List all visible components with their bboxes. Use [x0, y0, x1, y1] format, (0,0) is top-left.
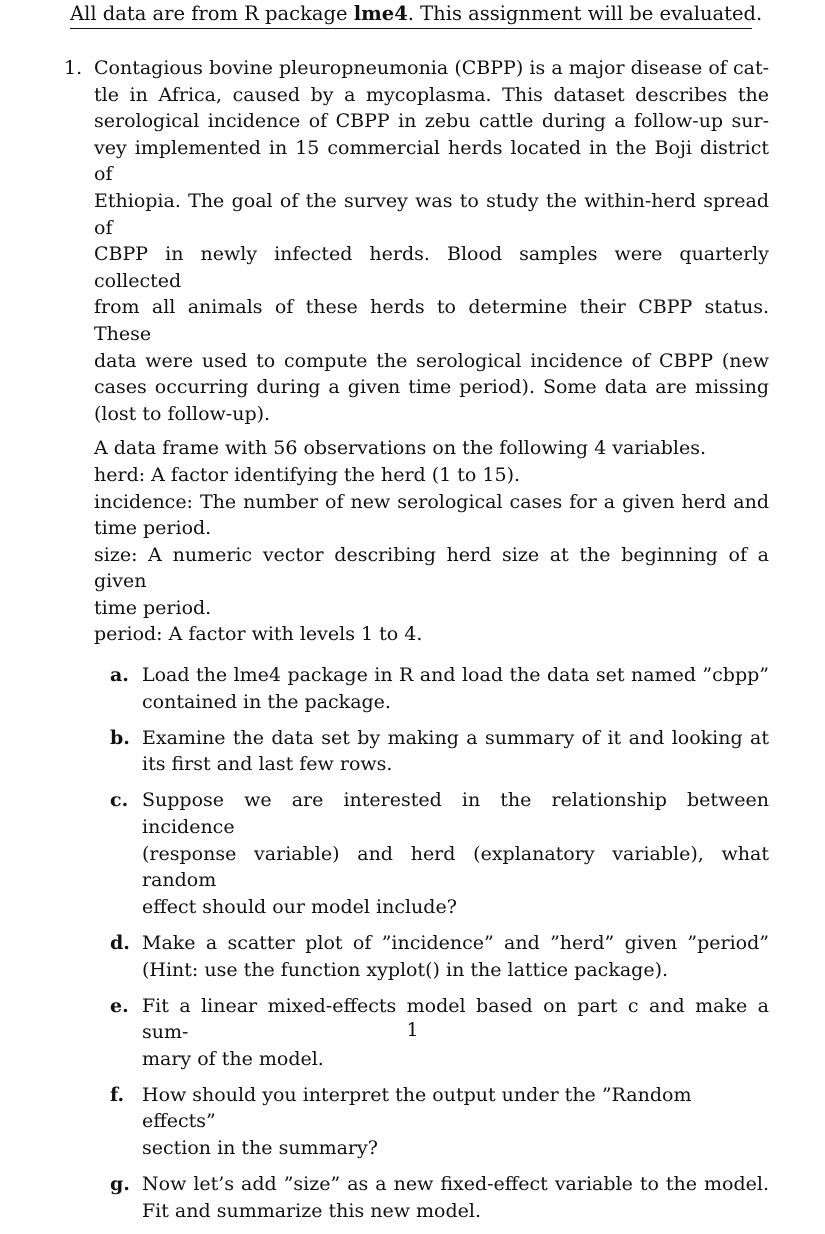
subquestion-line: Suppose we are interested in the relationship between incidence [142, 789, 769, 839]
subquestion-line: mary of the model. [142, 1047, 324, 1070]
intro-line: from all animals of these herds to determine their CBPP status. These [94, 296, 769, 345]
desc-line: time period. [94, 596, 212, 619]
subquestion-f [64, 1082, 769, 1162]
subquestion-line: (Hint: use the function xyplot() in the lattice package). [142, 958, 669, 981]
desc-line-incidence: incidence: The number of new serological cases for a given herd and [94, 490, 769, 513]
subquestion-label: f. [110, 1083, 125, 1106]
subquestion-label: d. [110, 931, 130, 954]
subquestion-a [64, 662, 769, 715]
desc-line-period: period: A factor with levels 1 to 4. [94, 623, 423, 646]
subquestion-line: Fit and summarize this new model. [142, 1199, 482, 1222]
subquestion-label: c. [110, 789, 129, 812]
problem-intro [94, 55, 769, 427]
problem-1 [64, 55, 769, 1234]
subquestion-line: its first and last few rows. [142, 753, 393, 776]
subquestion-label: g. [110, 1173, 130, 1196]
desc-line: A data frame with 56 observations on the following 4 variables. [94, 437, 707, 460]
intro-line: CBPP in newly infected herds. Blood samples were quarterly collected [94, 243, 769, 292]
intro-line: data were used to compute the serological incidence of CBPP (new [94, 349, 769, 372]
subquestion-g [64, 1171, 769, 1224]
desc-line: time period. [94, 517, 212, 540]
intro-line: vey implemented in 15 commercial herds located in the Boji district of [94, 136, 769, 186]
desc-line-size: size: A numeric vector describing herd size at the beginning of a given [94, 543, 769, 593]
intro-line: Ethiopia. The goal of the survey was to study the within-herd spread of [94, 189, 769, 239]
subquestion-d [64, 930, 769, 983]
intro-line: (lost to follow-up). [94, 402, 271, 425]
subquestion-b [64, 725, 769, 778]
header-prefix: All data are from R package [70, 2, 354, 25]
subquestion-label: a. [110, 664, 129, 687]
subquestion-label: b. [110, 726, 130, 749]
desc-line-herd: herd: A factor identifying the herd (1 to 15). [94, 463, 521, 486]
subquestion-line: effect should our model include? [142, 895, 457, 918]
subquestion-line: Load the lme4 package in R and load the data set named ”cbpp” [142, 664, 769, 687]
page-header [70, 2, 763, 29]
problem-number: 1. [64, 57, 83, 79]
subquestion-line: section in the summary? [142, 1137, 378, 1160]
dataset-description [94, 435, 769, 648]
subquestion-label: e. [110, 994, 129, 1017]
subquestion-line: contained in the package. [142, 690, 391, 713]
subquestion-line: Fit a linear mixed-effects model based on part c and make a sum- [142, 994, 769, 1044]
header-suffix: . This assignment will be evaluated. [407, 2, 763, 25]
subquestion-line: Make a scatter plot of ”incidence” and ”herd” given ”period” [142, 931, 769, 954]
intro-line: tle in Africa, caused by a mycoplasma. This dataset describes the [94, 83, 769, 106]
header-package-name: lme4 [353, 2, 408, 25]
subquestion-line: Examine the data set by making a summary of it and looking at [142, 726, 769, 749]
intro-line: cases occurring during a given time period). Some data are missing [94, 376, 769, 399]
subquestion-line: (response variable) and herd (explanatory variable), what random [142, 842, 769, 892]
intro-line: Contagious bovine pleuropneumonia (CBPP) is a major disease of cat- [94, 57, 769, 79]
intro-line: serological incidence of CBPP in zebu cattle during a follow-up sur- [94, 110, 769, 133]
subquestion-c [64, 787, 769, 920]
page-number: 1 [406, 1019, 419, 1041]
subquestion-line: Now let’s add ”size” as a new fixed-effect variable to the model. [142, 1173, 769, 1196]
subquestion-list [64, 662, 769, 1224]
subquestion-line: How should you interpret the output under the ”Random effects” [142, 1083, 692, 1133]
